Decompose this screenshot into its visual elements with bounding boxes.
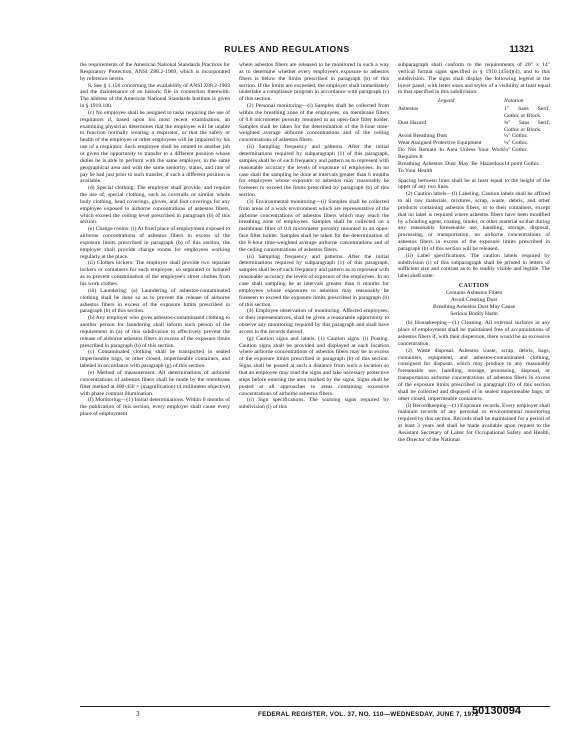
paragraph: where asbestos fibers are released to be monitored in such a way as to determine whether every employee's exposure to asbestos fibers is below the limits prescribed in paragraph (b) of this section. If the limits are exceeded, the employer shall immediately undertake a compliance program in accordance with paragraph (c) of this section.: [239, 62, 389, 103]
caution-label-text: [398, 283, 550, 317]
legend-row: Breathing Asbestos Dust May Be Hazardous To Your Health 14 point Gothic.: [398, 160, 541, 174]
legend-row: Wear Assigned Protective Equipment ¼" Gothic.: [398, 140, 529, 147]
paragraph: (g) Caution signs and labels. (1) Caution signs. (i) Posting. Caution signs shall be provided and displayed at each location where airborne concentrations of asbestos fibers may be in excess of the exposure limits prescribed in paragraph (b) of this section. Signs shall be posted at such a distance from such a location so that an employee may read the signs and take necessary protective steps before entering the area marked by the signs. Signs shall be posted at all approaches to areas containing excessive concentrations of airborne asbestos fibers.: [239, 335, 389, 397]
paragraph: (c) Contaminated clothing shall be transported in sealed impermeable bags, or other closed, impermeable containers, and labeled in accordance with paragraph (g) of this section.: [80, 349, 230, 370]
page-number: 11321: [509, 44, 534, 54]
caution-line: Contains Asbestos Fibers: [445, 290, 503, 296]
text-column-2: [239, 62, 389, 704]
caution-heading: CAUTION: [458, 283, 490, 290]
legend-table-header: [398, 98, 550, 105]
paragraph: (ii) Sampling frequency and patterns. After the initial determinations required by subparagraph (1) of this paragraph, samples shall be of such frequency and pattern as to represent with reasonable accuracy the levels of exposure of employees. In no case shall the sampling be done at intervals greater than 6 months for employees whose exposure to asbestos may reasonably be foreseen to exceed the limits prescribed by paragraph (b) of this section.: [239, 144, 389, 199]
paragraph: Spacing between lines shall be at least equal to the height of the upper of any two lines.: [398, 177, 550, 191]
notation-heading: Notation: [504, 98, 524, 105]
running-header: [0, 44, 574, 58]
legend-row: Dust Hazard ¾" Sans Serif, Gothic or Block.: [398, 119, 550, 133]
paragraph: (e) Method of measurement. All determinations of airborne concentrations of asbestos fibers shall be made by the membrane filter method at 400-450 × (magnification) (4 millimeter objective) with phase contrast illumination.: [80, 369, 230, 397]
paragraph: (b) Any employer who gives asbestos-contaminated clothing to another person for laundering shall inform such person of the requirement in (a) of this subdivision to effectively prevent the release of airborne asbestos fibers in excess of the exposure limits prescribed in paragraph (b) of this section.: [80, 315, 230, 349]
document-id: 50130094: [472, 705, 521, 717]
paragraph: (c) No employee shall be assigned to tasks requiring the use of respirators if, based upon his most recent examination, an examining physician determines that the employee will be unable to function normally wearing a respirator, or that the safety or health of the employee or other employees will be impaired by his use of a respirator. Such employee shall be rotated to another job or given the opportunity to transfer to a different position whose duties he is able to perform with the same employer, in the same geographical area and with the same seniority, status, and rate of pay he had just prior to such transfer, if such a different position is available.: [80, 109, 230, 185]
paragraph: (h) Housekeeping—(1) Cleaning. All external surfaces in any place of employment shall be maintained free of accumulations of asbestos fibers if, with their dispersion, there would be an excessive concentration.: [398, 320, 550, 347]
running-footer: [0, 705, 574, 723]
paragraph: (d) Special clothing: The employer shall provide, and require the use of, special clothing, such as coveralls or similar whole body clothing, head coverings, gloves, and foot coverings for any employee exposed to airborne concentrations of asbestos fibers, which exceed the ceiling level prescribed in paragraph (b) of this section.: [80, 185, 230, 226]
paragraph: (e) Change rooms: (i) At fixed place of employment exposed to airborne concentrations of asbestos fibers in excess of the exposure limits prescribed in paragraph (b) of this section, the employer shall provide change rooms for employees working regularly at the place.: [80, 226, 230, 260]
header-title: RULES AND REGULATIONS: [224, 44, 350, 54]
paragraph: 8. See § 1.156 concerning the availability of ANSI Z88.2-1969 and the maintenance of an historic file in connection therewith. The address of the American National Standards Institute is given in § 1910.100.: [80, 82, 230, 110]
legend-row: Asbestos 1" Sans Serif, Gothic or Block.: [398, 106, 550, 119]
paragraph: (ii) Label specifications. The caution labels required by subdivision (i) of this subparagraph shall be printed in letters of sufficient size and contrast as to be readily visible and legible. The label shall state:: [398, 252, 550, 280]
paragraph: the requirements of the American National Standards Practices for Respiratory Protection, ANSI Z88.2-1969, which is incorporated by reference herein.: [80, 62, 230, 82]
page-mark: 3: [136, 710, 140, 718]
paragraph: (ii) Clothes lockers: The employer shall provide two separate lockers or containers for each employee, so separated or isolated as to prevent contamination of the employee's street clothes from his work clothes.: [80, 260, 230, 287]
caution-line: Breathing Asbestos Dust May Cause: [432, 303, 516, 310]
paragraph: (iii) Laundering: (a) Laundering of asbestos-contaminated clothing shall be done so as to prevent the release of airborne asbestos fibers in excess of the exposure limits prescribed in paragraph (b) of this section.: [80, 287, 230, 315]
paragraph: (2) Waste disposal. Asbestos waste, scrap, debris, bags, containers, equipment, and asbestos-contaminated clothing, consigned for disposal, which may produce in any reasonably foreseeable use, handling, storage, processing, disposal, or transportation airborne concentrations of asbestos fibers in excess of the exposure limits prescribed in paragraph (b) of this section shall be collected and disposed of in sealed impermeable bags, or other closed, impermeable containers.: [398, 347, 550, 402]
caution-line: Avoid Creating Dust: [450, 296, 498, 303]
text-column-3: [398, 62, 550, 704]
paragraph: (2) Personal monitoring—(i) Samples shall be collected from within the breathing zone of the employees, on membrane filters of 0.8 micrometer porosity mounted in an open-face filter holder. Samples shall be taken for the determination of the 8-hour time-weighted average airborne concentrations and of the ceiling concentrations of asbestos fibers.: [239, 103, 389, 144]
paragraph: (f) Monitoring—(1) Initial determinations. Within 6 months of the publication of this section, every employer shall cause every place of employment: [80, 397, 230, 418]
legend-heading: Legend: [438, 98, 455, 105]
paragraph: subparagraph shall conform to the requirements of 20" x 14" vertical format signs specified in § 1910.145(d)(4), and to this subdivision. The signs shall display the following legend in the lower panel, with letter sizes and styles of a visibility at least equal to that specified in this subdivision.: [398, 62, 550, 96]
text-column-1: [80, 62, 230, 704]
paragraph: (4) Employee observation of monitoring. Affected employees, or their representatives, shall be given a reasonable opportunity to observe any monitoring required by this paragraph and shall have access to the records thereof.: [239, 308, 389, 335]
federal-register-line: FEDERAL REGISTER, VOL. 37, NO. 110—WEDNESDAY, JUNE 7, 1972: [258, 711, 479, 718]
legend-row: Do Not Remain In Area Unless Your Work Requires It ¼" Gothic.: [398, 147, 529, 160]
paragraph: (2) Caution labels—(i) Labeling. Caution labels shall be affixed to all raw materials, mixtures, scrap, waste, debris, and other products containing asbestos fibers, or to their containers, except that no label is required where asbestos fibers have been modified by a bonding agent, coating, binder, or other material so that during any reasonably foreseeable use, handling, storage, disposal, processing, or transportation, no airborne concentrations of asbestos fibers in excess of the exposure limits prescribed in paragraph (b) of this section will be released.: [398, 191, 550, 252]
paragraph: (ii) Sampling frequency and patterns. After the initial determinations required by subparagraph (1) of this paragraph, samples shall be of such frequency and pattern as to represent with reasonable accuracy the levels of exposure of the employees. In no case shall sampling be at intervals greater than 6 months for employees whose exposures to asbestos may reasonably be foreseen to exceed the exposure limits prescribed in paragraph (b) of this section.: [239, 253, 389, 308]
paragraph: (3) Environmental monitoring—(i) Samples shall be collected from areas of a work environment which are representative of the airborne concentrations of asbestos fibers which may reach the breathing zone of employees. Samples shall be collected on a membrane filter of 0.8 micrometer porosity mounted in an open-face filter holder. Samples shall be taken for the determination of the 8-hour time-weighted average airborne concentrations and of the ceiling concentrations of asbestos fibers.: [239, 198, 389, 253]
paragraph: (ii) Sign specifications. The warning signs required by subdivision (i) of this: [239, 397, 389, 411]
paragraph: (i) Recordkeeping—(1) Exposure records. Every employer shall maintain records of any personal or environmental monitoring required by this section. Records shall be maintained for a period of at least 3 years and shall be made available upon request to the Assistant Secretary of Labor for Occupational Safety and Health, the Director of the National: [398, 402, 550, 443]
caution-line: Serious Bodily Harm: [450, 310, 498, 317]
legend-row: Avoid Breathing Dust ¼" Gothic.: [398, 133, 529, 140]
